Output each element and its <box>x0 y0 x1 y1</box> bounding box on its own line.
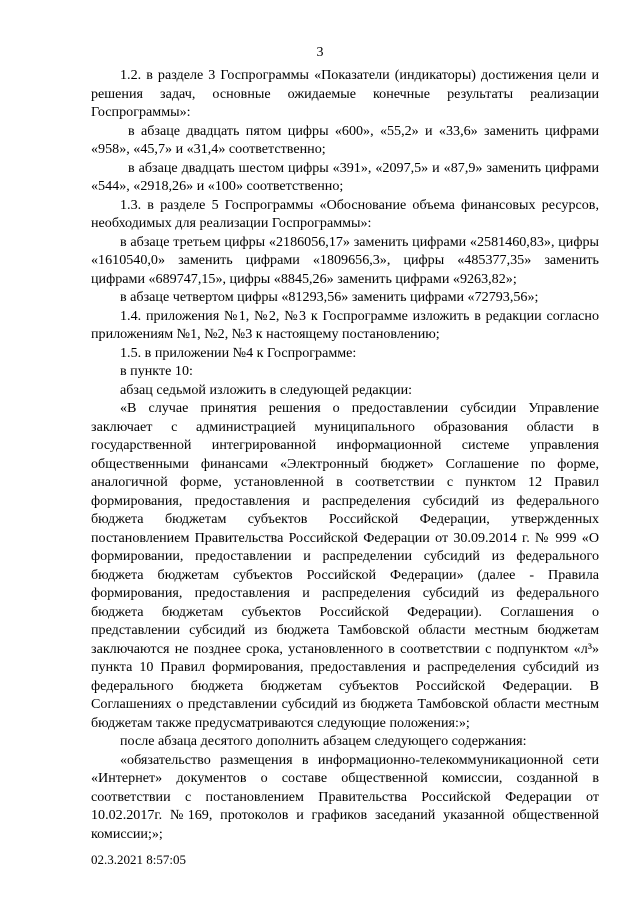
paragraph-abzac-26: в абзаце двадцать шестом цифры «391», «2097,5» и «87,9» заменить цифрами «544», «2918,26» и «100» соответственно; <box>91 159 599 194</box>
paragraph-abzac-4: в абзаце четвертом цифры «81293,56» заменить цифрами «72793,56»; <box>120 289 539 305</box>
paragraph-punkt-10: в пункте 10: <box>120 363 193 379</box>
document-body <box>91 66 599 843</box>
page-number: 3 <box>316 45 324 60</box>
paragraph-abzac-10: после абзаца десятого дополнить абзацем следующего содержания: <box>120 733 527 749</box>
paragraph-1-3: 1.3. в разделе 5 Госпрограммы «Обоснование объема финансовых ресурсов, необходимых для реализации Госпрограммы»: <box>91 196 599 231</box>
paragraph-quote-obyazatelstvo: «обязательство размещения в информационно-телекоммуникационной сети «Интернет» документов о составе общественной комиссии, созданной в соответствии с постановлением Правительства Российской Федерации от 10.02.2017г. №169, протоколов и графиков заседаний указанной общественной комиссии;»; <box>91 751 599 842</box>
footer-timestamp: 02.3.2021 8:57:05 <box>91 852 186 867</box>
paragraph-quote-soglashenie: «В случае принятия решения о предоставлении субсидии Управление заключает с администрацией муниципального образования области в государственной интегрированной информационной системе управления общественными финансами «Электронный бюджет» Соглашение по форме, аналогичной форме, установленной в соответствии с пунктом 12 Правил формирования, предоставления и распределения субсидий из федерального бюджета бюджетам субъектов Российской Федерации, утвержденных постановлением Правительства Российской Федерации от 30.09.2014 г. № 999 «О формировании, предоставлении и распределении субсидий из федерального бюджета бюджетам субъектов Российской Федерации» (далее - Правила формирования, предоставления и распределения субсидий из федерального бюджета бюджетам субъектов Российской Федерации). Соглашения о представлении субсидий из бюджета Тамбовской области местным бюджетам заключаются не позднее срока, установленного в соответствии с подпунктом «л³» пункта 10 Правил формирования, предоставления и распределения субсидий из федерального бюджета бюджетам субъектов Российской Федерации. В Соглашениях о представлении субсидий из бюджета Тамбовской области местным бюджетам также предусматриваются следующие положения:»; <box>91 400 599 731</box>
paragraph-1-2: 1.2. в разделе 3 Госпрограммы «Показатели (индикаторы) достижения цели и решения задач, основные ожидаемые конечные результаты реализации Госпрограммы»: <box>91 67 599 120</box>
paragraph-1-4: 1.4. приложения №1, №2, №3 к Госпрограмме изложить в редакции согласно приложениям №1, №2, №3 к настоящему постановлению; <box>91 307 599 342</box>
paragraph-1-5: 1.5. в приложении №4 к Госпрограмме: <box>120 344 357 361</box>
paragraph-abzac-7: абзац седьмой изложить в следующей редакции: <box>120 381 413 398</box>
paragraph-abzac-25: в абзаце двадцать пятом цифры «600», «55,2» и «33,6» заменить цифрами «958», «45,7» и «31,4» соответственно; <box>91 122 599 157</box>
paragraph-abzac-3: в абзаце третьем цифры «2186056,17» заменить цифрами «2581460,83», цифры «1610540,0» заменить цифрами «1809656,3», цифры «485377,35» заменить цифрами «689747,15», цифры «8845,26» заменить цифрами «9263,82»; <box>91 233 599 287</box>
